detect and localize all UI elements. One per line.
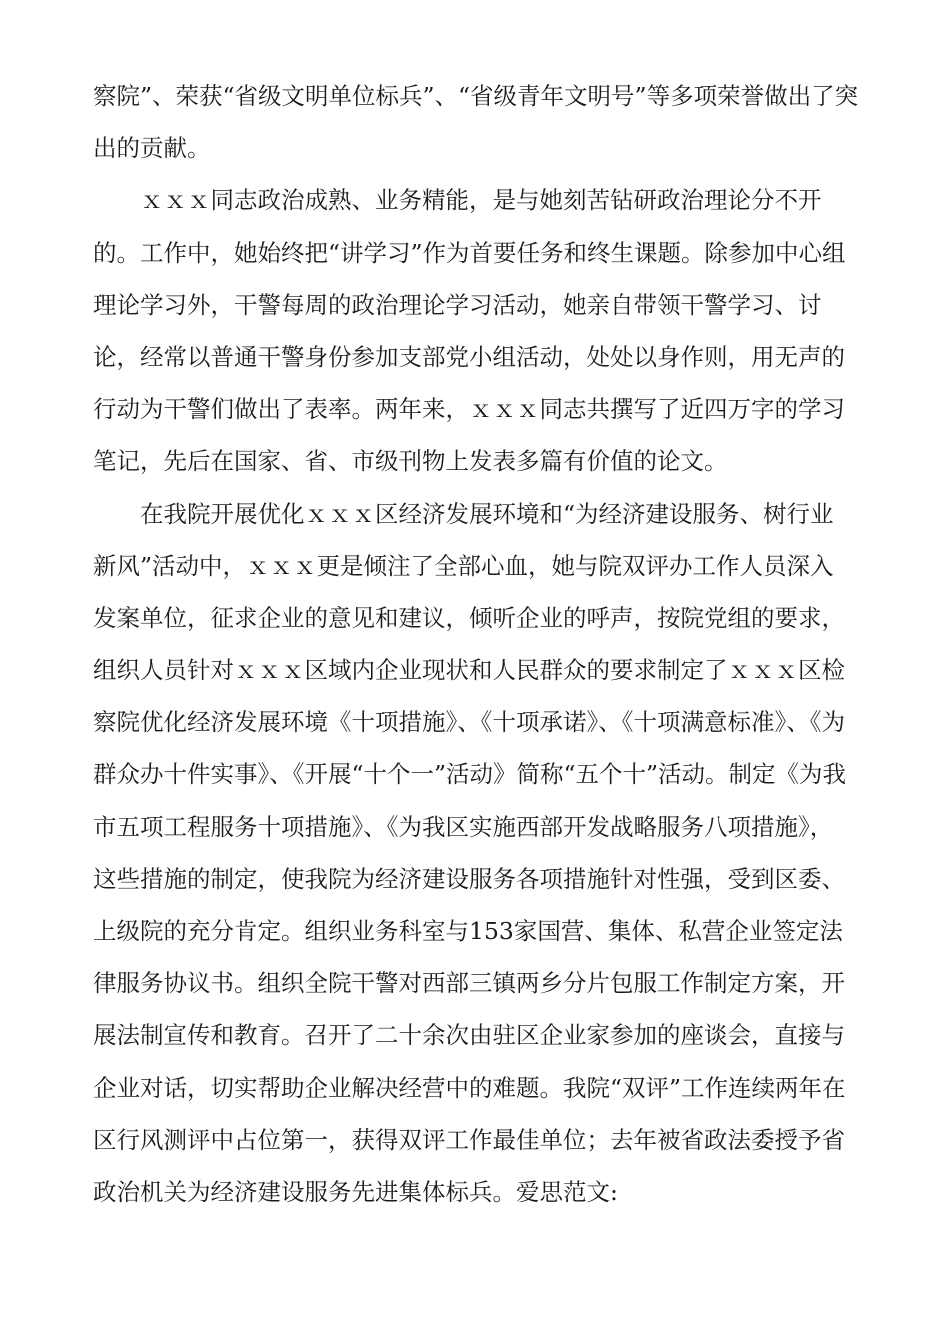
paragraph-line: 的。工作中，她始终把“讲学习”作为首要任务和终生课题。除参加中心组 (93, 238, 846, 267)
paragraph-line: 区行风测评中占位第一，获得双评工作最佳单位；去年被省政法委授予省 (93, 1125, 845, 1154)
paragraph-line: 政治机关为经济建设服务先进集体标兵。爱思范文: (93, 1177, 618, 1206)
paragraph-line: 行动为干警们做出了表率。两年来，ｘｘｘ同志共撰写了近四万字的学习 (93, 395, 845, 424)
paragraph-line: 这些措施的制定，使我院为经济建设服务各项措施针对性强，受到区委、 (93, 864, 845, 893)
paragraph-line: 上级院的充分肯定。组织业务科室与153家国营、集体、私营企业签定法 (93, 917, 843, 945)
paragraph-line: 察院优化经济发展环境《十项措施》、《十项承诺》、《十项满意标准》、《为 (93, 708, 845, 737)
paragraph-line: 发案单位，征求企业的意见和建议，倾听企业的呼声，按院党组的要求， (93, 603, 845, 632)
paragraph-line: 察院”、荣获“省级文明单位标兵”、“省级青年文明号”等多项荣誉做出了突 (93, 82, 859, 110)
paragraph-line: 组织人员针对ｘｘｘ区域内企业现状和人民群众的要求制定了ｘｘｘ区检 (93, 656, 845, 685)
paragraph-1 (93, 70, 861, 174)
paragraph-line: 出的贡献。 (93, 134, 211, 163)
paragraph-line: 市五项工程服务十项措施》、《为我区实施西部开发战略服务八项措施》， (93, 812, 834, 841)
paragraph-line: 笔记，先后在国家、省、市级刊物上发表多篇有价值的论文。 (93, 447, 728, 476)
document-body (93, 70, 861, 1218)
paragraph-line: 律服务协议书。组织全院干警对西部三镇两乡分片包服工作制定方案，开 (93, 969, 845, 998)
paragraph-line: 论，经常以普通干警身份参加支部党小组活动，处处以身作则，用无声的 (93, 342, 845, 371)
paragraph-line: 群众办十件实事》、《开展“十个一”活动》简称“五个十”活动。制定《为我 (93, 760, 847, 789)
paragraph-line: 理论学习外，干警每周的政治理论学习活动，她亲自带领干警学习、讨 (93, 290, 822, 319)
paragraph-line: 在我院开展优化ｘｘｘ区经济发展环境和“为经济建设服务、树行业 (140, 499, 834, 528)
paragraph-line: ｘｘｘ同志政治成熟、业务精能，是与她刻苦钻研政治理论分不开 (140, 186, 822, 215)
paragraph-line: 企业对话，切实帮助企业解决经营中的难题。我院“双评”工作连续两年在 (93, 1073, 846, 1102)
paragraph-3 (93, 488, 861, 1219)
paragraph-line: 新风”活动中，ｘｘｘ更是倾注了全部心血，她与院双评办工作人员深入 (93, 551, 834, 580)
paragraph-line: 展法制宣传和教育。召开了二十余次由驻区企业家参加的座谈会，直接与 (93, 1021, 845, 1050)
paragraph-2 (93, 174, 861, 487)
